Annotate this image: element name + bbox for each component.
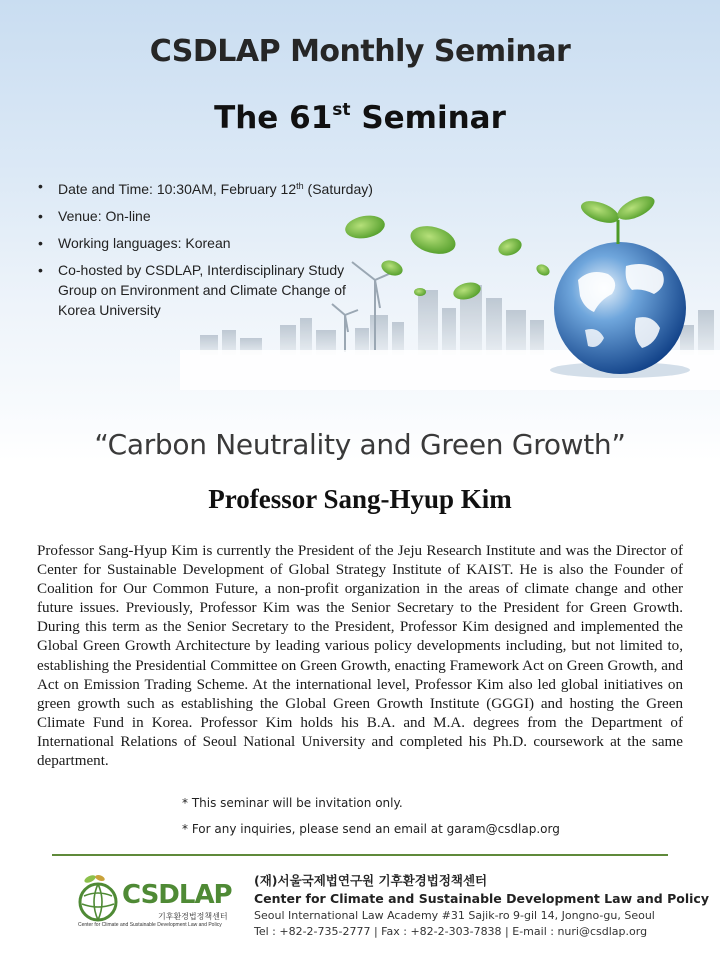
organization-address: Seoul International Law Academy #31 Sajik-ro 9-gil 14, Jongno-gu, Seoul xyxy=(254,909,655,922)
seminar-topic: “Carbon Neutrality and Green Growth” xyxy=(94,428,626,461)
green-globe-logo-icon xyxy=(76,872,122,924)
inquiry-note: * For any inquiries, please send an email at garam@csdlap.org xyxy=(182,822,560,836)
logo-korean-name: 기후환경법정책센터 xyxy=(158,912,228,921)
bullet-icon: • xyxy=(38,262,43,278)
organization-english-name: Center for Climate and Sustainable Development Law and Policy xyxy=(254,891,709,906)
event-date-ordinal: th xyxy=(296,181,304,191)
speaker-biography: Professor Sang-Hyup Kim is currently the President of the Jeju Research Institute and was the Director of Center for Sustainable Development of Global Strategy Institute of KAIST. He is also the Founder of Coalition for Our Common Future, a non-profit organization in the areas of climate change and other future issues. Previously, Professor Kim was the Senior Secretary to the President for Green Growth. During this term as the Senior Secretary to the President, Professor Kim designed and implemented the Global Green Growth Architecture by leading various policy developments including, but not limited to, establishing the Presidential Committee on Green Growth, enacting Framework Act on Green Growth, and Act on Emission Trading Scheme. At the international level, Professor Kim also led global initiatives on green growth such as establishing the Global Green Growth Institute (GGGI) and hosting the Green Climate Fund in Korea. Professor Kim holds his B.A. and M.A. degrees from the Department of International Relations of Seoul National University and completed his Ph.D. coursework at the same department. xyxy=(37,543,683,770)
event-details-list xyxy=(38,176,398,327)
event-language-item xyxy=(38,233,398,253)
logo-english-name: Center for Climate and Sustainable Development Law and Policy xyxy=(78,922,222,928)
event-cohost-line2: Group on Environment and Climate Change of xyxy=(58,282,346,298)
seminar-number-prefix: The 61 xyxy=(214,100,333,136)
organization-contact: Tel : +82-2-735-2777 | Fax : +82-2-303-7838 | E-mail : nuri@csdlap.org xyxy=(254,925,648,938)
bullet-icon: • xyxy=(38,208,43,224)
event-cohost-line2-item xyxy=(38,280,398,300)
event-cohost-line3-item xyxy=(38,300,398,320)
event-cohost-line1: Co-hosted by CSDLAP, Interdisciplinary Study xyxy=(58,262,345,278)
bullet-icon: • xyxy=(38,235,43,251)
event-cohost-item xyxy=(38,260,398,280)
seminar-number-heading xyxy=(0,100,720,136)
logo-wordmark: CSDLAP xyxy=(122,880,232,910)
event-venue-item xyxy=(38,206,398,226)
organization-korean-name: (재)서울국제법연구원 기후환경법정책센터 xyxy=(254,873,488,888)
seminar-number-ordinal: st xyxy=(332,100,351,120)
event-language-text: Working languages: Korean xyxy=(58,235,231,251)
footer-divider xyxy=(52,854,668,856)
csdlap-logo xyxy=(76,872,236,932)
event-venue-text: Venue: On-line xyxy=(58,208,151,224)
poster-title: CSDLAP Monthly Seminar xyxy=(149,34,571,69)
event-date-suffix: (Saturday) xyxy=(303,181,373,197)
invitation-note: * This seminar will be invitation only. xyxy=(182,796,403,810)
organization-info xyxy=(254,872,709,940)
event-date-item xyxy=(38,176,398,199)
event-date-prefix: Date and Time: 10:30AM, February 12 xyxy=(58,181,297,197)
event-cohost-line3: Korea University xyxy=(58,302,161,318)
seminar-number-suffix: Seminar xyxy=(350,100,506,136)
bullet-icon: • xyxy=(38,178,43,194)
speaker-name: Professor Sang-Hyup Kim xyxy=(208,484,512,514)
globe-with-sprout-icon xyxy=(550,191,690,378)
